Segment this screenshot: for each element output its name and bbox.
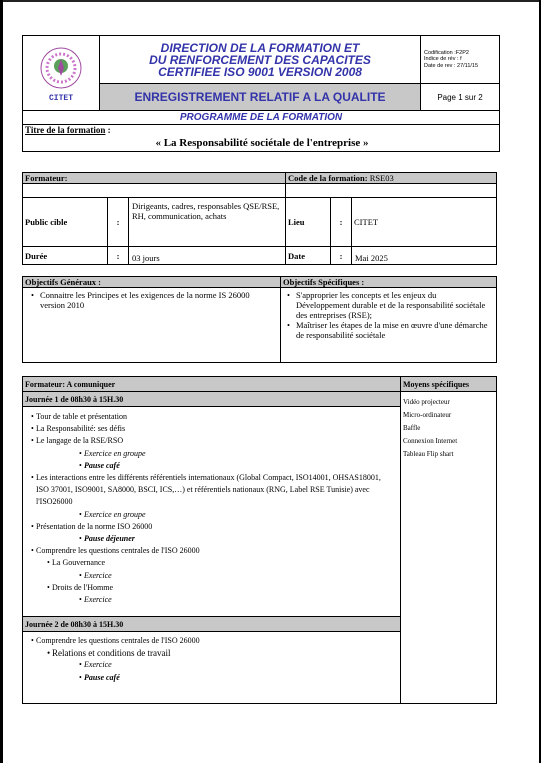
list-item: • Exercice <box>31 659 396 671</box>
citet-logo-icon <box>39 46 83 90</box>
list-item: • S'approprier les concepts et les enjeux du Développement durable et de la responsabilité sociétale des entreprises (RSE); <box>285 290 492 320</box>
record-title: ENREGISTREMENT RELATIF A LA QUALITE <box>100 84 421 111</box>
page-border-top <box>0 0 541 2</box>
means-cell <box>401 392 497 704</box>
program-title: PROGRAMME DE LA FORMATION <box>23 111 500 125</box>
page-border-left <box>0 0 3 763</box>
place-value: CITET <box>352 198 497 247</box>
title-cell <box>100 36 421 84</box>
list-item: • Exercice <box>31 570 396 582</box>
day2-header: Journée 2 de 08h30 à 15H.30 <box>23 617 401 632</box>
date-value: Mai 2025 <box>352 247 497 265</box>
training-title-cell <box>23 125 500 152</box>
day1-content <box>23 407 401 617</box>
means-item: Vidéo projecteur <box>403 398 450 406</box>
list-item: • Pause déjeuner <box>31 533 396 545</box>
duration-value: 03 jours <box>129 247 286 265</box>
org-name: CITET <box>48 93 73 103</box>
audience-label: Public cible <box>23 198 108 247</box>
header-table <box>22 35 500 152</box>
list-item: • Comprendre les questions centrales de l'ISO 26000 <box>31 545 396 557</box>
list-item: • Le langage de la RSE/RSO <box>31 435 396 447</box>
audience-colon: : <box>108 198 129 247</box>
specific-objectives-cell <box>281 288 497 363</box>
list-item: • Tour de table et présentation <box>31 411 396 423</box>
objectives-table <box>22 276 497 363</box>
code-cell <box>286 173 497 184</box>
codification-cell <box>421 36 500 84</box>
info-table <box>22 172 497 265</box>
duration-label: Durée <box>23 247 108 265</box>
list-item: • Maîtriser les étapes de la mise en œuvre d'une démarche de responsabilité sociétale <box>285 320 492 340</box>
trainer-value <box>23 184 286 198</box>
day2-content <box>23 632 401 704</box>
means-item: Connexion Internet <box>403 437 458 445</box>
training-title-label: Titre de la formation <box>25 125 106 135</box>
date-colon: : <box>331 247 352 265</box>
title-line-2: DU RENFORCEMENT DES CAPACITES <box>149 52 371 67</box>
audience-value: Dirigeants, cadres, responsables QSE/RSE, RH, communication, achats <box>129 198 286 247</box>
specific-objectives-label: Objectifs Spécifiques : <box>281 277 497 288</box>
page-number: Page 1 sur 2 <box>421 84 500 111</box>
place-colon: : <box>331 198 352 247</box>
training-title-colon: : <box>105 125 111 135</box>
code-empty <box>286 184 497 198</box>
list-item: • Exercice <box>31 594 396 606</box>
trainer-label: Formateur: <box>23 173 286 184</box>
code-value: RSE03 <box>369 173 394 183</box>
list-item: • Exercice en groupe <box>31 509 396 521</box>
list-item: • Relations et conditions de travail <box>31 647 396 659</box>
program-table <box>22 376 497 704</box>
title-line-1: DIRECTION DE LA FORMATION ET <box>160 40 360 55</box>
code-label: Code de la formation: <box>288 173 368 183</box>
duration-colon: : <box>108 247 129 265</box>
list-item: • Exercice en groupe <box>31 448 396 460</box>
program-trainer-header: Formateur: A comuniquer <box>23 377 401 392</box>
list-item: • Pause café <box>31 460 396 472</box>
logo-cell <box>23 36 100 111</box>
revision-index: Indice de rév : f <box>424 56 462 63</box>
place-label: Lieu <box>286 198 331 247</box>
general-objectives-label: Objectifs Généraux : <box>23 277 281 288</box>
list-item: • Comprendre les questions centrales de l'ISO 26000 <box>31 635 396 647</box>
means-item: Tableau Flip shart <box>403 450 454 458</box>
title-line-3: CERTIFIEE ISO 9001 VERSION 2008 <box>158 64 362 79</box>
list-item: • Les interactions entre les différents référentiels internationaux (Global Compact, ISO14001, OHSAS18001, ISO 37001, ISO9001, SA8000, BSCI, ICS,…) et référentiels nationaux (RNG, Label RSE Tunisie) avec l'ISO26000 <box>31 472 396 509</box>
codification: Codification :F2P2 <box>424 49 469 56</box>
revision-date: Date de rev : 27/11/15 <box>424 62 479 69</box>
date-label: Date <box>286 247 331 265</box>
day1-header: Journée 1 de 08h30 à 15H.30 <box>23 392 401 407</box>
list-item: • La Gouvernance <box>31 557 396 569</box>
means-header: Moyens spécifiques <box>401 377 497 392</box>
general-objectives-cell <box>23 288 281 363</box>
list-item: • Pause café <box>31 672 396 684</box>
list-item: • Connaitre les Principes et les exigences de la norme IS 26000 version 2010 <box>27 290 276 310</box>
means-item: Micro-ordinateur <box>403 411 452 419</box>
means-item: Baffle <box>403 424 421 432</box>
list-item: • Droits de l'Homme <box>31 582 396 594</box>
training-title: « La Responsabilité sociétale de l'entreprise » <box>155 137 369 149</box>
list-item: • Présentation de la norme ISO 26000 <box>31 521 396 533</box>
list-item: • La Responsabilité: ses défis <box>31 423 396 435</box>
